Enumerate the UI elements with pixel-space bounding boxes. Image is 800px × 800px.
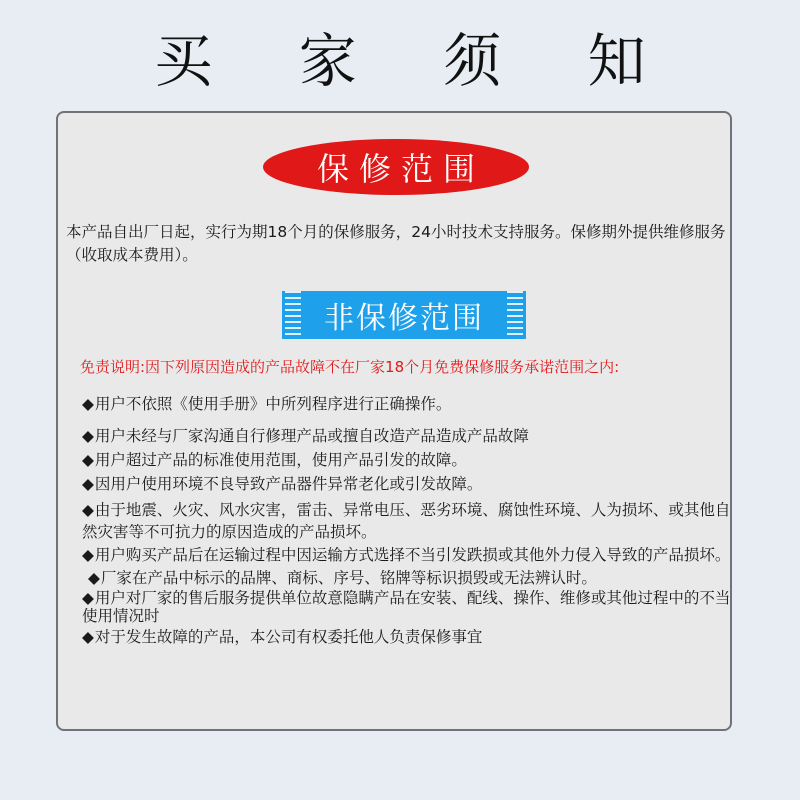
list-item bbox=[82, 427, 732, 445]
list-item-text: 用户购买产品后在运输过程中因运输方式选择不当引发跌损或其他外力侵入导致的产品损坏。 bbox=[94, 546, 731, 564]
list-item bbox=[82, 451, 732, 469]
non-warranty-banner bbox=[282, 291, 526, 339]
list-item-text: 由于地震、火灾、风水灾害，雷击、异常电压、恶劣环境、腐蚀性环境、人为损坏、或其他自然灾害等不可抗力的原因造成的产品损坏。 bbox=[82, 501, 731, 541]
exclusion-list bbox=[82, 395, 732, 646]
diamond-bullet-icon: ◆ bbox=[82, 475, 94, 493]
list-item bbox=[82, 589, 732, 625]
list-item bbox=[82, 628, 732, 646]
list-item bbox=[82, 499, 732, 543]
diamond-bullet-icon: ◆ bbox=[82, 628, 94, 646]
diamond-bullet-icon: ◆ bbox=[82, 395, 94, 413]
list-item bbox=[82, 475, 732, 493]
diamond-bullet-icon: ◆ bbox=[82, 427, 94, 445]
diamond-bullet-icon: ◆ bbox=[82, 501, 94, 519]
page-title: 买 家 须 知 bbox=[154, 27, 680, 95]
diamond-bullet-icon: ◆ bbox=[82, 589, 94, 607]
list-item-text: 用户不依照《使用手册》中所列程序进行正确操作。 bbox=[94, 395, 452, 413]
list-item-text: 厂家在产品中标示的品牌、商标、序号、铭牌等标识损毁或无法辨认时。 bbox=[100, 569, 597, 587]
list-item-text: 对于发生故障的产品，本公司有权委托他人负责保修事宜 bbox=[94, 628, 483, 646]
list-item-text: 用户未经与厂家沟通自行修理产品或擅自改造产品造成产品故障 bbox=[94, 427, 529, 445]
warranty-description: 本产品自出厂日起，实行为期18个月的保修服务，24小时技术支持服务。保修期外提供维修服务（收取成本费用）。 bbox=[66, 223, 726, 264]
list-item bbox=[82, 395, 732, 413]
list-item-text: 用户对厂家的售后服务提供单位故意隐瞒产品在安装、配线、操作、维修或其他过程中的不当使用情况时 bbox=[82, 589, 731, 625]
list-item bbox=[82, 569, 732, 587]
notice-panel bbox=[56, 111, 732, 731]
diamond-bullet-icon: ◆ bbox=[88, 569, 100, 587]
list-item-text: 用户超过产品的标准使用范围，使用产品引发的故障。 bbox=[94, 451, 467, 469]
list-item-text: 因用户使用环境不良导致产品器件异常老化或引发故障。 bbox=[94, 475, 483, 493]
disclaimer-text: 免责说明:因下列原因造成的产品故障不在厂家18个月免费保修服务承诺范围之内: bbox=[80, 358, 620, 376]
diamond-bullet-icon: ◆ bbox=[82, 546, 94, 564]
warranty-scope-label: 保修范围 bbox=[316, 150, 485, 188]
diamond-bullet-icon: ◆ bbox=[82, 451, 94, 469]
list-item bbox=[82, 546, 732, 564]
non-warranty-label: 非保修范围 bbox=[324, 301, 484, 336]
warranty-scope-badge bbox=[263, 139, 529, 195]
